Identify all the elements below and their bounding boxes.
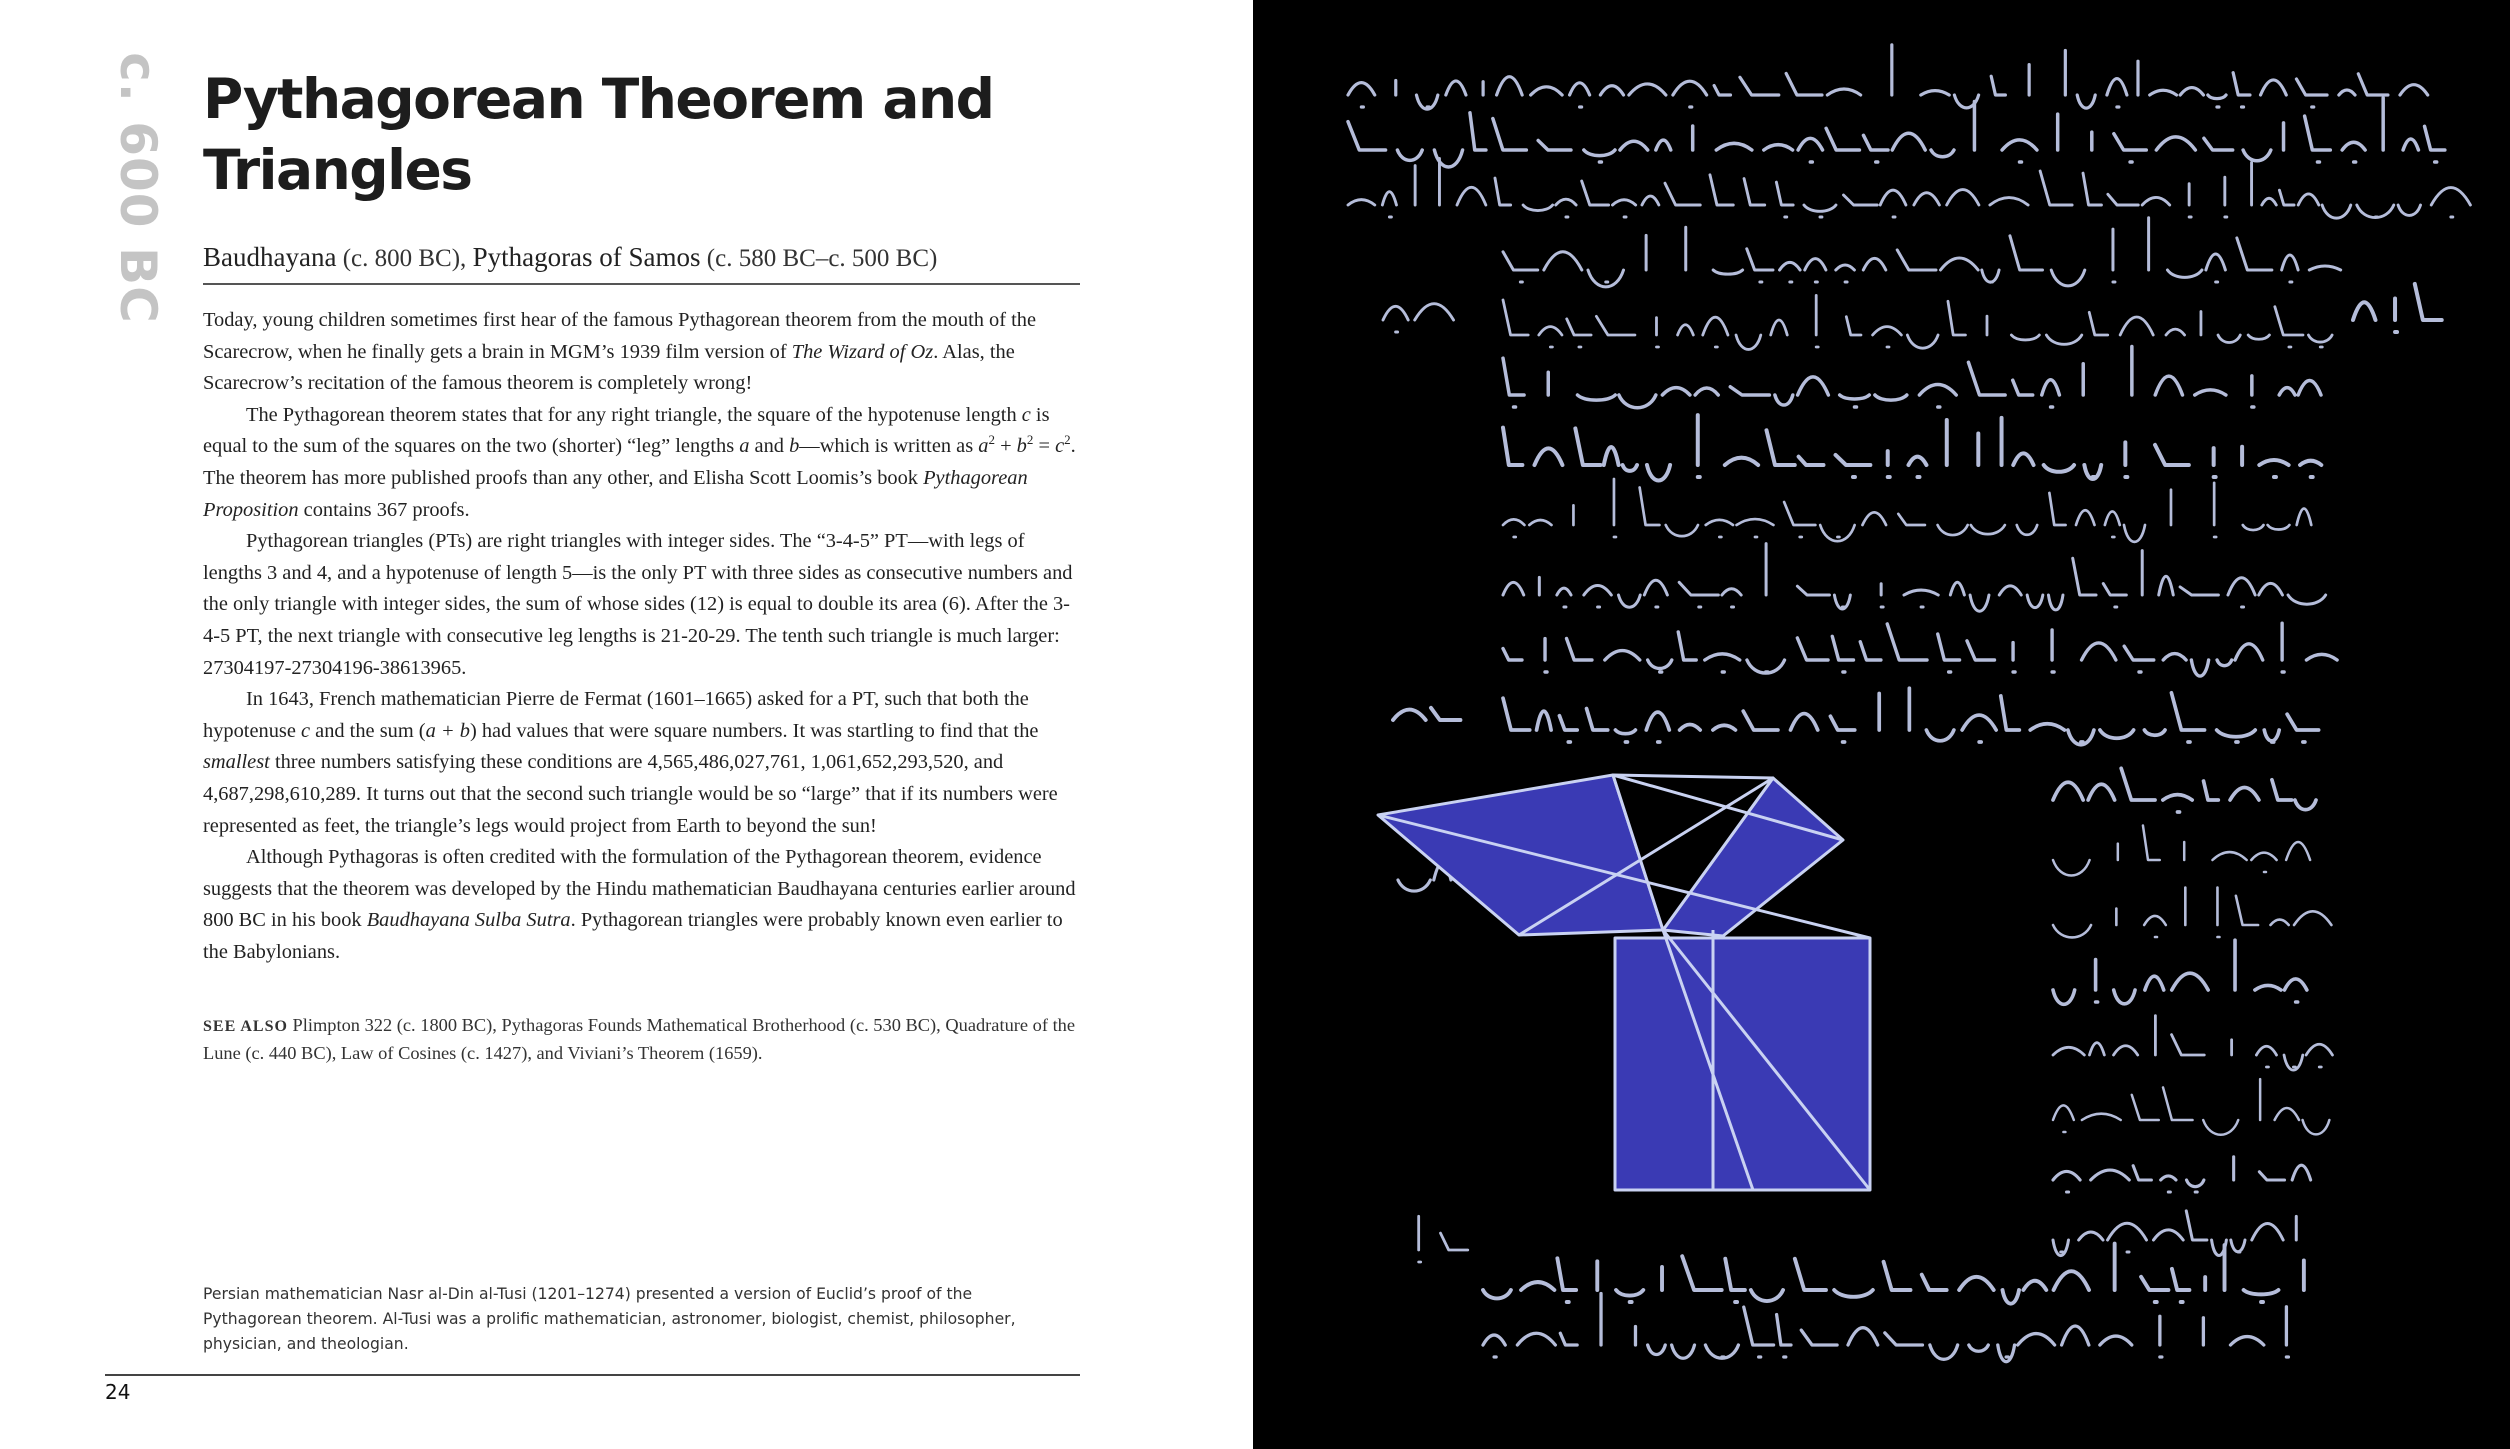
p2-text-b: is equal to the sum of the squares on the two (shorter) “leg” lengths [203,403,1050,458]
paragraph-1 [203,305,1085,400]
year-tab [106,52,170,324]
book-title-sulba-sutra: Baudhayana Sulba Sutra [366,909,571,932]
book-title-loomis: Pythagorean Proposition [203,466,1028,521]
p4-text-c: ) had values that were square numbers. It was startling to find that the [469,719,1039,742]
p5-text-b: . Pythagorean triangles were probably known even earlier to the Babylonians. [203,909,1063,963]
equation-exp-2: 2 [1026,432,1034,448]
left-page [0,0,1253,1449]
var-b: b [789,435,800,458]
p2-text-e: contains 367 proofs. [298,498,470,521]
p2-text-d: . The theorem has more published proofs than any other, and Elisha Scott Loomis’s book [203,435,1076,489]
manuscript-background [1253,0,2510,1449]
p1-text-b: . Alas, the Scarecrow’s recitation of the famous theorem is completely wrong! [203,340,1015,395]
equation-equals: = [1033,435,1056,458]
equation-exp-3: 2 [1064,432,1071,448]
p4-text-d: three numbers satisfying these conditions are 4,565,486,027,761, 1,061,652,293,520, and 4,687,298,610,289. It turns out that the second such triangle would be so “large” that if its numbers were represented as feet, the triangle’s legs would project from Earth to beyond the sun! [203,751,1058,837]
manuscript-svg [1253,0,2510,1449]
byline-divider [203,283,1080,285]
p1-text-a: Today, young children sometimes first hear of the famous Pythagorean theorem from the mouth of the Scarecrow, when he finally gets a brain in MGM’s 1939 film version of [203,309,1037,363]
page-number: 24 [105,1380,131,1404]
p2-and: and [749,435,790,458]
paragraph-2 [203,400,1085,526]
footer-divider [105,1374,1080,1376]
p4-text-b: and the sum ( [310,719,426,742]
byline [203,241,1080,275]
paragraph-5 [203,842,1085,968]
var-a: a [739,435,750,458]
byline-name-baudhayana: Baudhayana [203,242,337,272]
equation-b: b [1016,435,1027,458]
byline-date-baudhayana: (c. 800 BC), [342,245,467,272]
see-also-label: SEE ALSO [203,1018,288,1035]
page-title: Pythagorean Theorem and Triangles [203,67,994,202]
var-c: c [1021,403,1031,426]
p2-text-a: The Pythagorean theorem states that for any right triangle, the square of the hypotenuse length [246,403,1022,426]
year-label: c. 600 BC [109,52,167,324]
see-also-text: Plimpton 322 (c. 1800 BC), Pythagoras Founds Mathematical Brotherhood (c. 530 BC), Quadrature of the Lune (c. 440 BC), Law of Cosines (c. 1427), and Viviani’s Theorem (1659). [203,1015,1076,1063]
var-sum: a + b [425,719,470,742]
film-title: The Wizard of Oz [791,340,934,363]
equation-plus: + [994,435,1017,458]
diagram-hypotenuse-square [1615,938,1870,1190]
p4-text-a: In 1643, French mathematician Pierre de Fermat (1601–1665) asked for a PT, such that both the hypotenuse [203,688,1029,742]
paragraph-3: Pythagorean triangles (PTs) are right triangles with integer sides. The “3-4-5” PT—with legs of lengths 3 and 4, and a hypotenuse of length 5—is the only PT with three sides as consecutive numbers and the only triangle with integer sides, the sum of whose sides (12) is equal to double its area (6). After the 3-4-5 PT, the next triangle with consecutive leg lengths is 21-20-29. The tenth such triangle is much larger: 27304197-27304196-38613965. [203,530,1073,679]
body-text [203,305,1085,968]
equation-c: c [1055,435,1065,458]
byline-name-pythagoras: Pythagoras of Samos [472,242,701,272]
p2-written: —which is written as [799,435,979,458]
paragraph-4 [203,684,1085,842]
manuscript-image [1253,0,2510,1449]
p5-text-a: Although Pythagoras is often credited with the formulation of the Pythagorean theorem, evidence suggests that the theorem was developed by the Hindu mathematician Baudhayana centuries earlier around 800 BC in his book [203,846,1076,932]
var-c: c [300,719,311,742]
image-caption: Persian mathematician Nasr al-Din al-Tusi (1201–1274) presented a version of Euclid’s proof of the Pythagorean theorem. Al-Tusi was a prolific mathematician, astronomer, biologist, chemist, philosopher, physician, and theologian. [203,1285,1016,1353]
equation-exp-1: 2 [988,432,995,448]
byline-date-pythagoras: (c. 580 BC–c. 500 BC) [706,245,938,272]
see-also [203,1012,1085,1067]
emphasis-smallest: smallest [203,751,270,774]
equation-a: a [978,435,989,458]
